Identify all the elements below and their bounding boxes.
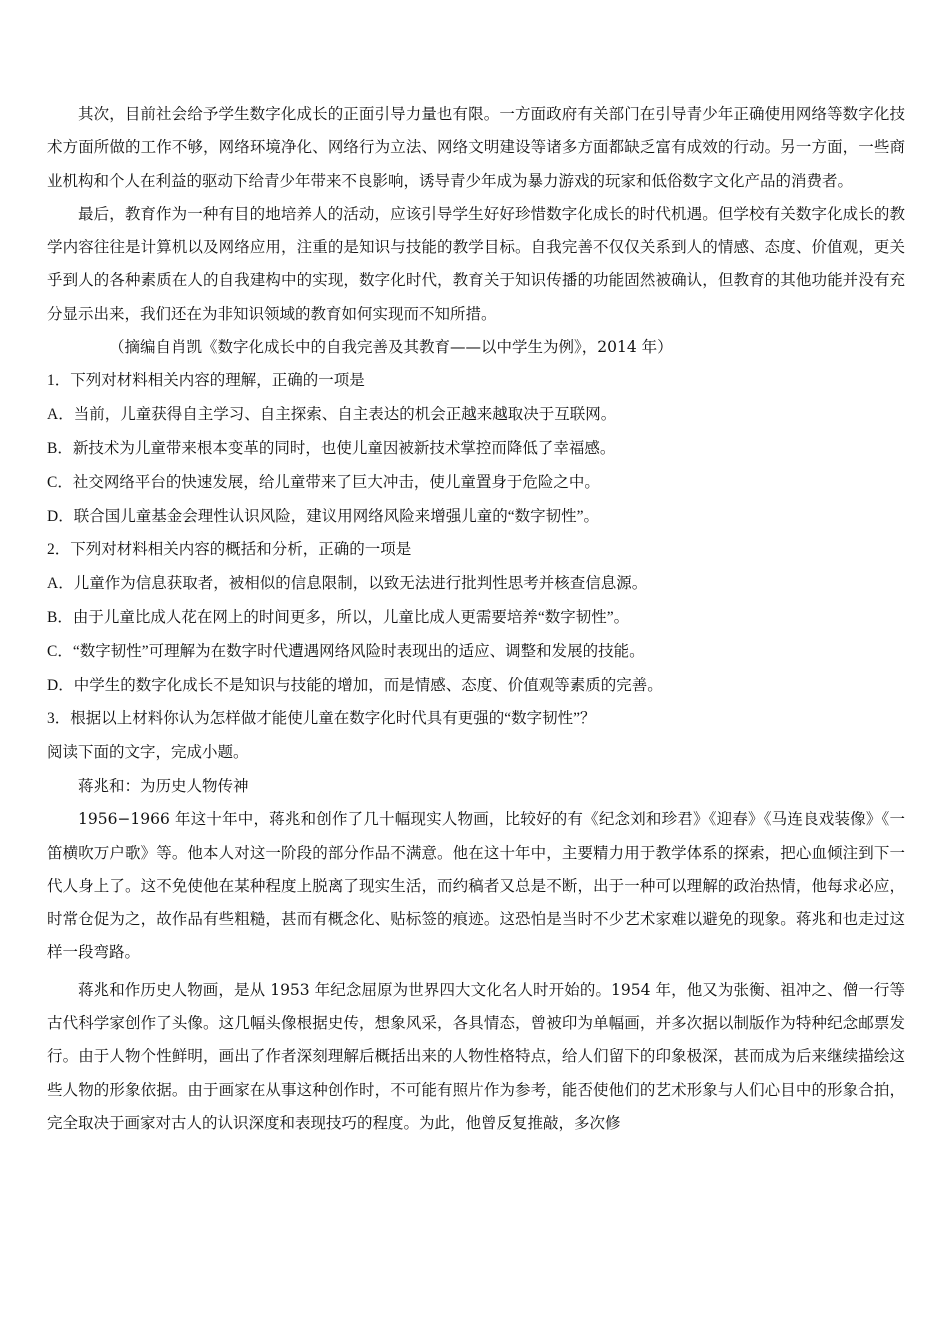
paragraph-decade: 1956−1966 年这十年中，蒋兆和创作了几十幅现实人物画，比较好的有《纪念刘和珍君》《迎春》《马连良戏装像》《一笛横吹万户歌》等。他本人对这一阶段的部分作品不满意。他在这十年中，主要精力用于教学体系的探索，把心血倾注到下一代人身上了。这不免使他在某种程度上脱离了现实生活，而约稿者又总是不断，出于一种可以理解的政治热情，他每求必应，时常仓促为之，故作品有些粗糙，甚而有概念化、贴标签的痕迹。这恐怕是当时不少艺术家难以避免的现象。蒋兆和也走过这样一段弯路。 [47,810,905,962]
document-body [47,98,905,1140]
question-2-option-a: A．儿童作为信息获取者，被相似的信息限制，以致无法进行批判性思考并核查信息源。 [47,575,648,593]
question-2-option-c: C．“数字韧性”可理解为在数字时代遭遇网络风险时表现出的适应、调整和发展的技能。 [47,642,645,660]
question-1-option-a: A．当前，儿童获得自主学习、自主探索、自主表达的机会正越来越取决于互联网。 [47,406,617,424]
paragraph-historical-figures: 蒋兆和作历史人物画，是从 1953 年纪念屈原为世界四大文化名人时开始的。1954 年，他又为张衡、祖冲之、僧一行等古代科学家创作了头像。这几幅头像根据史传，想象风采，各具情态，曾被印为单幅画，并多次据以制版作为特种纪念邮票发行。由于人物个性鲜明，画出了作者深刻理解后概括出来的人物性格特点，给人们留下的印象极深，甚而成为后来继续描绘这些人物的形象依据。由于画家在从事这种创作时，不可能有照片作为参考，能否使他们的艺术形象与人们心目中的形象合拍，完全取决于画家对古人的认识深度和表现技巧的程度。为此，他曾反复推敲，多次修 [47,980,905,1132]
reading-instruction: 阅读下面的文字，完成小题。 [47,744,249,762]
question-2-option-b: B．由于儿童比成人花在网上的时间更多，所以，儿童比成人更需要培养“数字韧性”。 [47,608,630,626]
question-1-option-b: B．新技术为儿童带来根本变革的同时，也使儿童因被新技术掌控而降低了幸福感。 [47,439,616,457]
question-3-stem: 3．根据以上材料你认为怎样做才能使儿童在数字化时代具有更强的“数字韧性”？ [47,710,596,728]
question-1-option-d: D．联合国儿童基金会理性认识风险，建议用网络风险来增强儿童的“数字韧性”。 [47,507,599,525]
question-2-stem: 2．下列对材料相关内容的概括和分析，正确的一项是 [47,541,412,559]
paragraph-finally: 最后，教育作为一种有目的地培养人的活动，应该引导学生好好珍惜数字化成长的时代机遇。但学校有关数字化成长的教学内容往往是计算机以及网络应用，注重的是知识与技能的教学目标。自我完善不仅仅关系到人的情感、态度、价值观，更关乎到人的各种素质在人的自我建构中的实现，数字化时代，教育关于知识传播的功能固然被确认，但教育的其他功能并没有充分显示出来，我们还在为非知识领域的教育如何实现而不知所措。 [47,204,905,323]
paragraph-secondly: 其次，目前社会给予学生数字化成长的正面引导力量也有限。一方面政府有关部门在引导青少年正确使用网络等数字化技术方面所做的工作不够，网络环境净化、网络行为立法、网络文明建设等诸多方面都缺乏富有成效的行动。另一方面，一些商业机构和个人在利益的驱动下给青少年带来不良影响，诱导青少年成为暴力游戏的玩家和低俗数字文化产品的消费者。 [47,105,905,190]
article-title: 蒋兆和：为历史人物传神 [78,776,249,795]
question-2-option-d: D．中学生的数字化成长不是知识与技能的增加，而是情感、态度、价值观等素质的完善。 [47,676,663,694]
source-citation: （摘编自肖凯《数字化成长中的自我完善及其教育——以中学生为例》，2014 年） [109,338,673,357]
question-1-option-c: C．社交网络平台的快速发展，给儿童带来了巨大冲击，使儿童置身于危险之中。 [47,473,600,491]
question-1-stem: 1．下列对材料相关内容的理解，正确的一项是 [47,372,365,390]
